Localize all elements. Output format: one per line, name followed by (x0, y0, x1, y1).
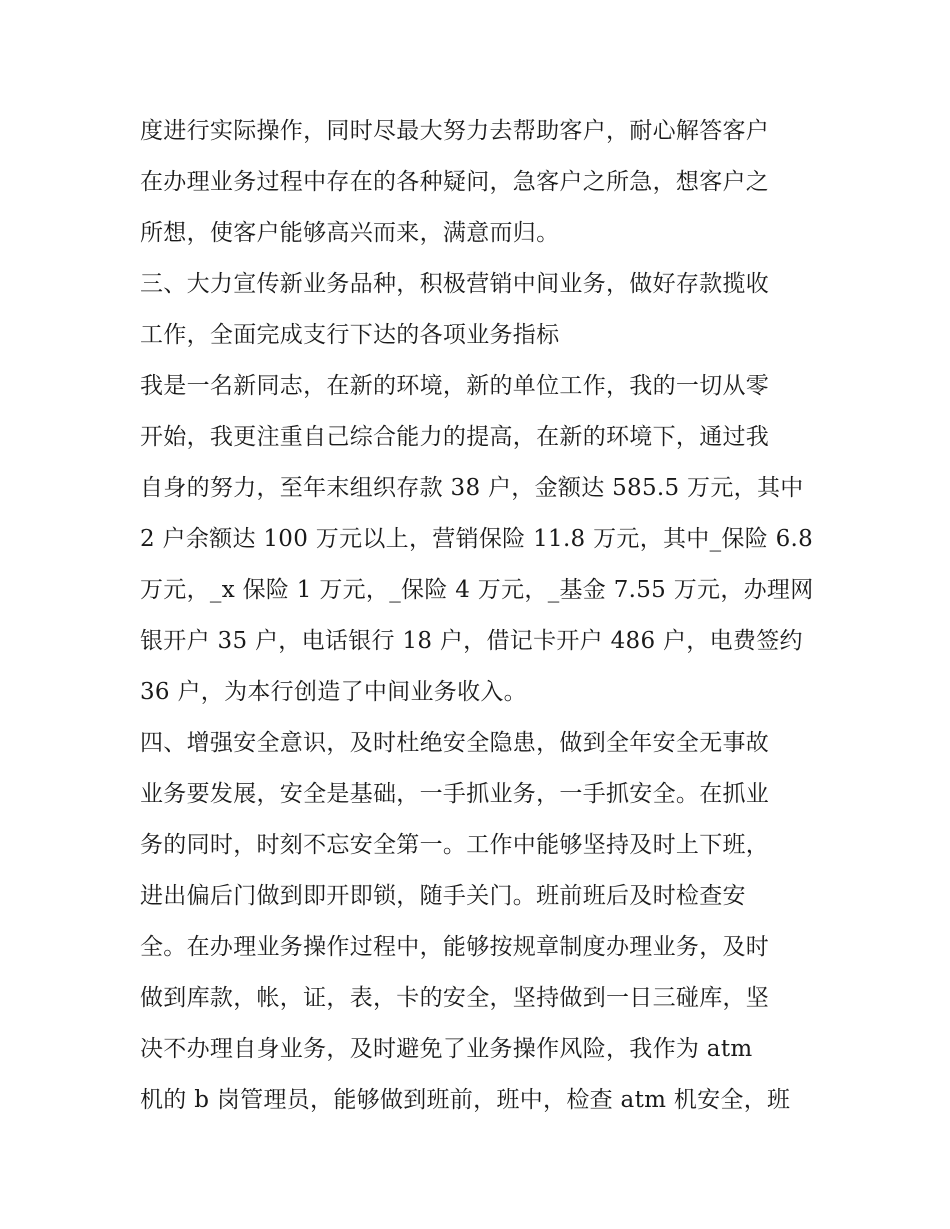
text-line: 业务要发展，安全是基础，一手抓业务，一手抓安全。在抓业 (140, 781, 770, 807)
document-body (140, 106, 820, 1126)
text-line: 在办理业务过程中存在的各种疑问，急客户之所急，想客户之 (140, 169, 770, 195)
text-line: 万元，_x 保险 1 万元，_保险 4 万元，_基金 7.55 万元，办理网 (140, 577, 814, 603)
text-line: 银开户 35 户，电话银行 18 户，借记卡开户 486 户，电费签约 (140, 628, 803, 654)
section-heading-3-cont: 工作，全面完成支行下达的各项业务指标 (140, 322, 560, 348)
text-line: 决不办理自身业务，及时避免了业务操作风险，我作为 atm (140, 1036, 753, 1062)
text-line: 做到库款，帐，证，表，卡的安全，坚持做到一日三碰库，坚 (140, 985, 770, 1011)
text-line: 机的 b 岗管理员，能够做到班前，班中，检查 atm 机安全，班 (140, 1087, 791, 1113)
section-heading-3: 三、大力宣传新业务品种，积极营销中间业务，做好存款揽收 (140, 271, 770, 297)
text-line: 我是一名新同志，在新的环境，新的单位工作，我的一切从零 (140, 373, 770, 399)
text-line: 所想，使客户能够高兴而来，满意而归。 (140, 220, 560, 246)
text-line: 自身的努力，至年末组织存款 38 户，金额达 585.5 万元，其中 (140, 475, 804, 501)
text-line: 全。在办理业务操作过程中，能够按规章制度办理业务，及时 (140, 934, 770, 960)
text-line: 2 户余额达 100 万元以上，营销保险 11.8 万元，其中_保险 6.8 (140, 526, 814, 552)
text-line: 进出偏后门做到即开即锁，随手关门。班前班后及时检查安 (140, 883, 746, 909)
section-heading-4: 四、增强安全意识，及时杜绝安全隐患，做到全年安全无事故 (140, 730, 770, 756)
text-line: 36 户，为本行创造了中间业务收入。 (140, 679, 527, 705)
text-line: 务的同时，时刻不忘安全第一。工作中能够坚持及时上下班， (140, 832, 770, 858)
text-line: 度进行实际操作，同时尽最大努力去帮助客户，耐心解答客户 (140, 118, 770, 144)
text-line: 开始，我更注重自己综合能力的提高，在新的环境下，通过我 (140, 424, 770, 450)
